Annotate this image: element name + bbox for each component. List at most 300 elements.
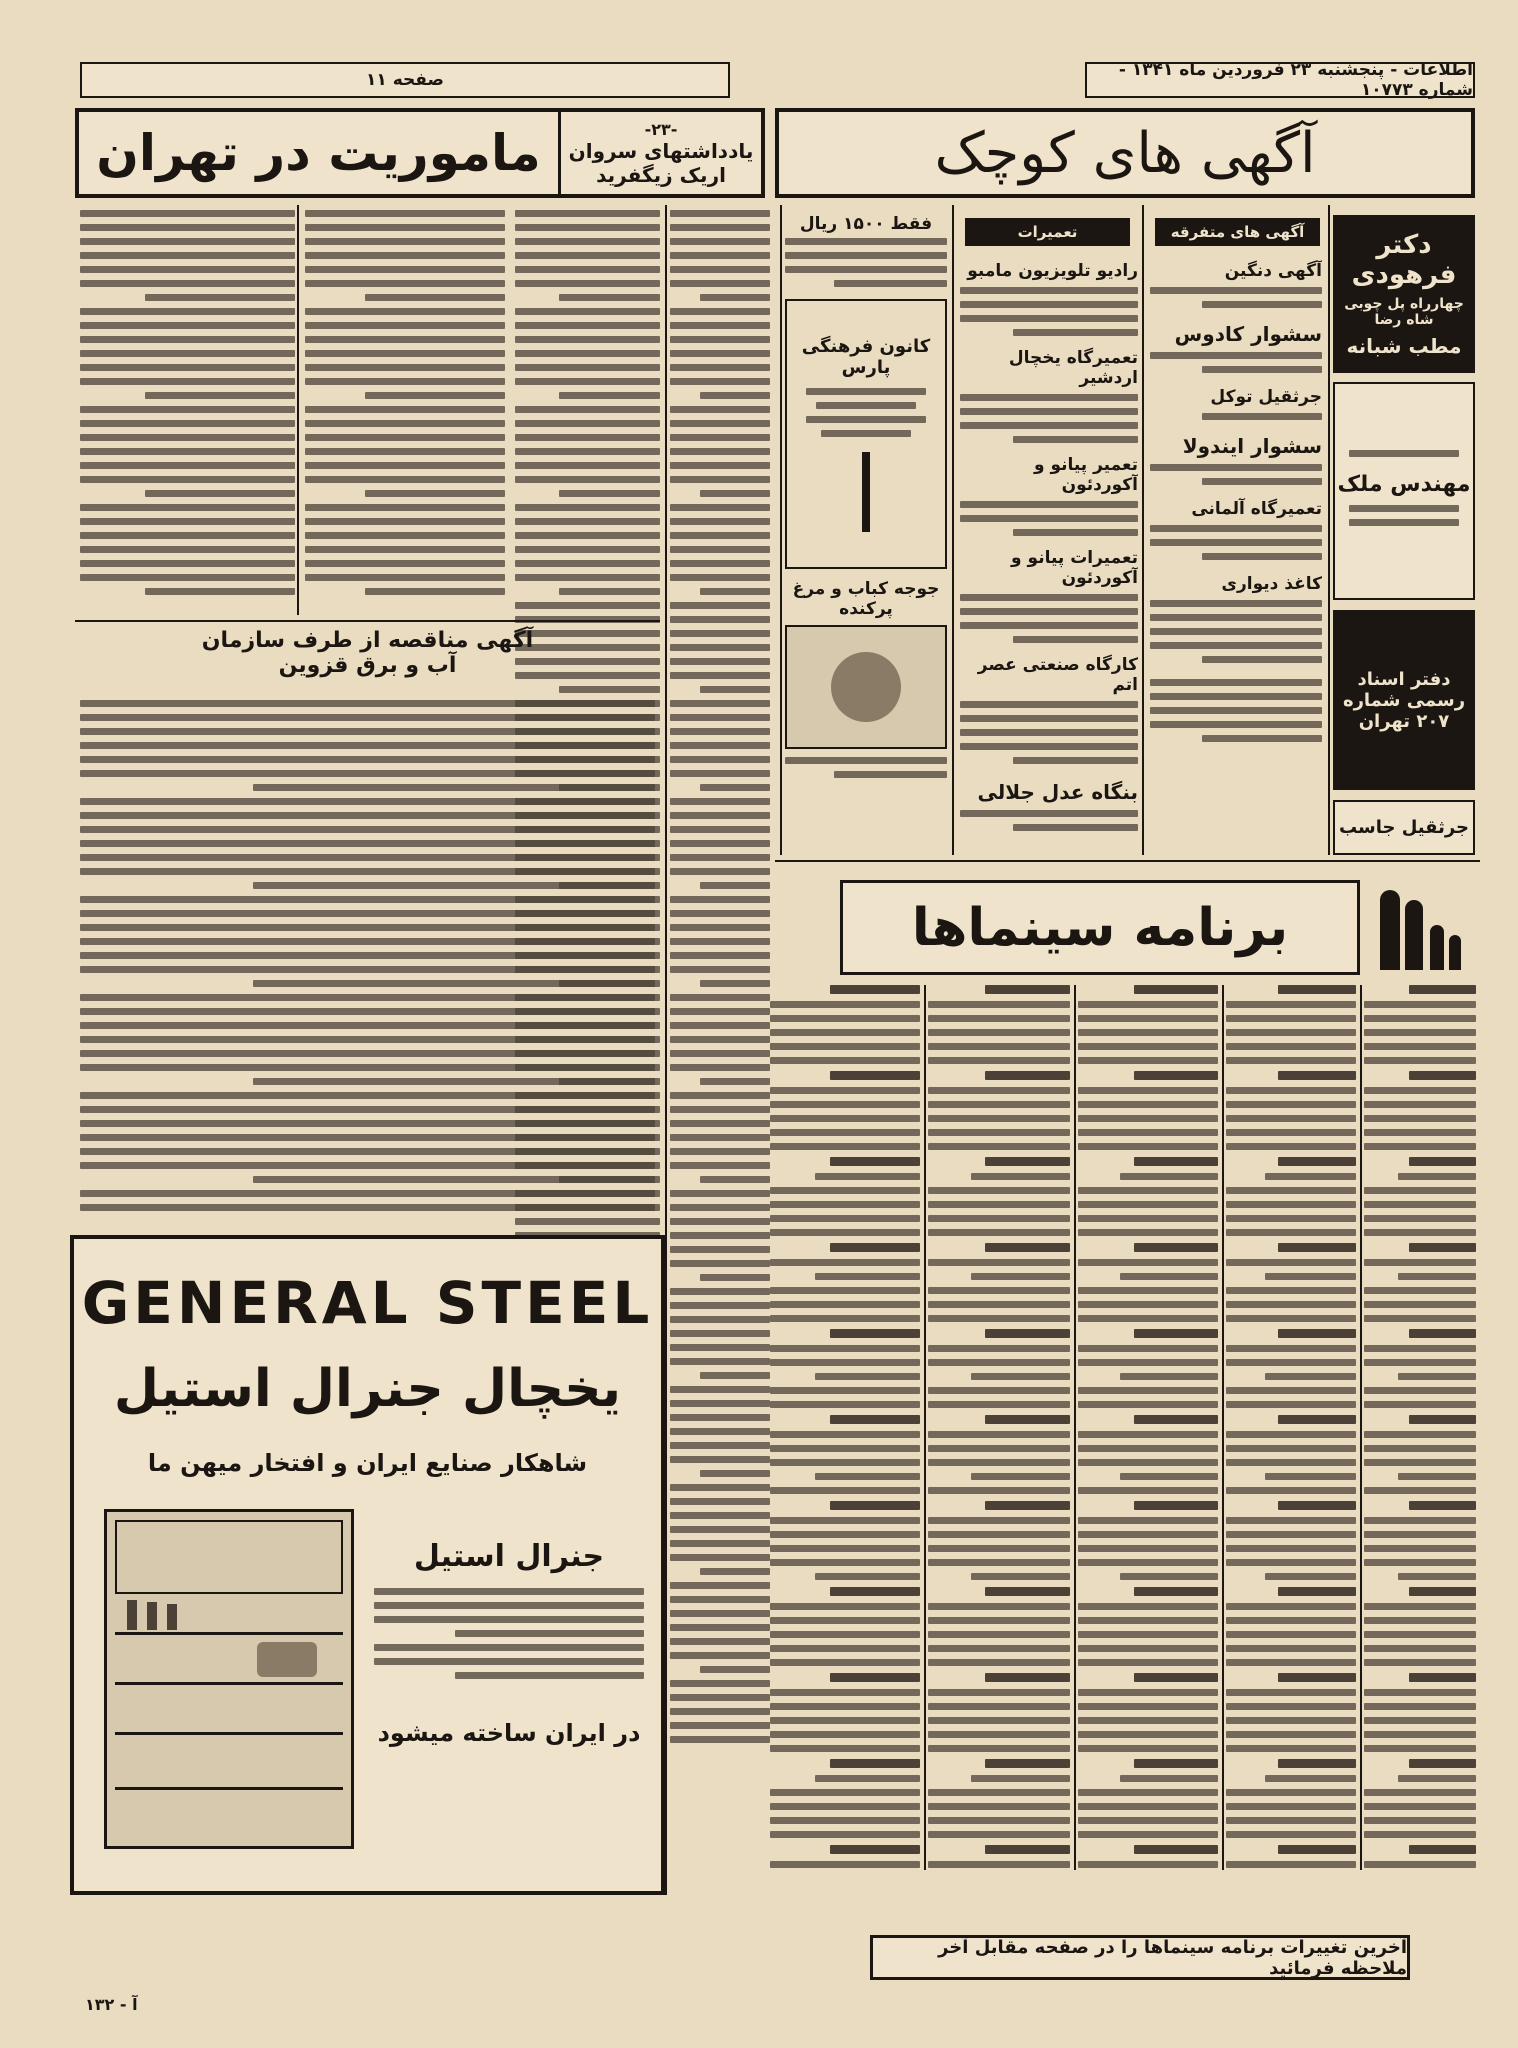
- text-line: [928, 1115, 1070, 1122]
- text-line: [1364, 1315, 1476, 1322]
- text-line: [145, 294, 296, 301]
- text-line: [1078, 1387, 1218, 1394]
- text-line: [670, 1540, 770, 1547]
- text-line: [928, 1345, 1070, 1352]
- text-line: [1398, 1373, 1476, 1380]
- text-line: [80, 924, 655, 931]
- text-line: [80, 1022, 655, 1029]
- section-rule: [75, 620, 660, 622]
- text-line: [670, 1722, 770, 1729]
- text-line: [770, 1817, 920, 1824]
- text-line: [305, 364, 505, 371]
- text-line: [1226, 1187, 1356, 1194]
- bottle-icon: [147, 1602, 157, 1630]
- text-line: [1364, 1645, 1476, 1652]
- text-line: [1398, 1273, 1476, 1280]
- text-line: [145, 490, 296, 497]
- ad-code: آ - ۱۳۲: [85, 1995, 138, 2014]
- issue-line: اطلاعات - پنجشنبه ۲۳ فروردین ماه ۱۳۴۱ - شماره ۱۰۷۷۳: [1118, 60, 1473, 100]
- text-line: [770, 1831, 920, 1838]
- text-line: [770, 1087, 920, 1094]
- parsian-title: کانون فرهنگی پارس: [801, 336, 931, 378]
- text-line: [1265, 1173, 1356, 1180]
- text-line: [305, 574, 505, 581]
- text-line: [1120, 1373, 1218, 1380]
- text-line: [1364, 1143, 1476, 1150]
- text-line: [928, 1445, 1070, 1452]
- text-line: [365, 294, 505, 301]
- column-rule: [924, 985, 926, 1870]
- text-line: [985, 1243, 1070, 1252]
- text-line: [670, 840, 770, 847]
- text-line: [1364, 1029, 1476, 1036]
- text-line: [1226, 1817, 1356, 1824]
- text-line: [815, 1573, 920, 1580]
- text-line: [928, 1143, 1070, 1150]
- text-line: [1226, 1631, 1356, 1638]
- text-line: [928, 1631, 1070, 1638]
- text-line: [80, 350, 295, 357]
- cinema-footer-note: [870, 1935, 1410, 1980]
- text-line: [670, 224, 770, 231]
- text-line: [1120, 1573, 1218, 1580]
- text-line: [670, 798, 770, 805]
- text-line: [253, 1176, 656, 1183]
- text-line: [305, 434, 505, 441]
- text-line: [1078, 1745, 1218, 1752]
- text-line: [1226, 1445, 1356, 1452]
- text-line: [770, 1445, 920, 1452]
- text-line: [1226, 1115, 1356, 1122]
- text-line: [365, 588, 505, 595]
- text-line: [80, 896, 655, 903]
- text-line: [770, 1603, 920, 1610]
- text-line: [1078, 1143, 1218, 1150]
- text-line: [305, 308, 505, 315]
- text-line: [1364, 1401, 1476, 1408]
- text-line: [670, 308, 770, 315]
- text-line: [305, 406, 505, 413]
- text-line: [1409, 1673, 1476, 1682]
- text-line: [815, 1473, 920, 1480]
- text-line: [80, 1120, 655, 1127]
- listing: سشوار ایندولا: [1182, 434, 1322, 458]
- text-line: [971, 1373, 1070, 1380]
- text-line: [1078, 1803, 1218, 1810]
- doctor-line-1: چهارراه پل چوبی شاه رضا: [1344, 296, 1464, 328]
- text-line: [770, 1745, 920, 1752]
- text-line: [1409, 1501, 1476, 1510]
- column-rule: [952, 205, 954, 855]
- text-line: [1078, 1487, 1218, 1494]
- text-line: [305, 336, 505, 343]
- text-line: [670, 1190, 770, 1197]
- text-line: [1398, 1473, 1476, 1480]
- doctor-line-2: مطب شبانه: [1346, 334, 1462, 358]
- text-line: [770, 1789, 920, 1796]
- text-line: [670, 1204, 770, 1211]
- text-line: [670, 1484, 770, 1491]
- listing: تعمیرات پیانو و آکوردئون: [1011, 548, 1138, 588]
- text-line: [305, 322, 505, 329]
- text-line: [80, 476, 295, 483]
- text-line: [1364, 1559, 1476, 1566]
- classifieds-banner-title: آگهی های کوچک: [934, 120, 1316, 186]
- text-line: [770, 1387, 920, 1394]
- text-line: [1078, 1101, 1218, 1108]
- text-line: [670, 602, 770, 609]
- text-line: [1226, 1387, 1356, 1394]
- text-line: [770, 1015, 920, 1022]
- text-line: [80, 1106, 655, 1113]
- text-line: [670, 714, 770, 721]
- child-face-icon: [831, 652, 901, 722]
- text-line: [670, 266, 770, 273]
- text-line: [1278, 985, 1356, 994]
- text-line: [1078, 1345, 1218, 1352]
- text-line: [928, 1057, 1070, 1064]
- text-line: [1265, 1573, 1356, 1580]
- text-line: [1364, 1345, 1476, 1352]
- text-line: [985, 1845, 1070, 1854]
- text-line: [670, 742, 770, 749]
- text-line: [670, 322, 770, 329]
- text-line: [830, 1759, 920, 1768]
- text-line: [515, 560, 660, 567]
- text-line: [515, 574, 660, 581]
- serial-title-box: [75, 108, 765, 198]
- text-line: [1120, 1173, 1218, 1180]
- text-line: [928, 1301, 1070, 1308]
- text-line: [670, 812, 770, 819]
- text-line: [1364, 1387, 1476, 1394]
- text-line: [1078, 1703, 1218, 1710]
- text-line: [928, 1559, 1070, 1566]
- text-line: [305, 448, 505, 455]
- text-line: [1226, 1431, 1356, 1438]
- text-line: [1226, 1717, 1356, 1724]
- text-line: [80, 714, 655, 721]
- text-line: [670, 770, 770, 777]
- text-line: [1364, 1545, 1476, 1552]
- text-line: [1226, 1401, 1356, 1408]
- text-line: [1226, 1545, 1356, 1552]
- text-line: [80, 1036, 655, 1043]
- text-line: [305, 476, 505, 483]
- text-line: [1134, 1243, 1218, 1252]
- text-line: [830, 1415, 920, 1424]
- text-line: [1078, 1617, 1218, 1624]
- text-line: [515, 434, 660, 441]
- text-line: [1078, 1215, 1218, 1222]
- text-line: [670, 1288, 770, 1295]
- column-rule: [1360, 985, 1362, 1870]
- text-line: [559, 490, 661, 497]
- text-line: [80, 322, 295, 329]
- text-line: [1278, 1415, 1356, 1424]
- text-line: [770, 1229, 920, 1236]
- text-line: [80, 770, 655, 777]
- text-line: [515, 210, 660, 217]
- text-line: [670, 1148, 770, 1155]
- text-line: [515, 224, 660, 231]
- text-line: [515, 602, 660, 609]
- text-line: [305, 504, 505, 511]
- text-line: [1265, 1775, 1356, 1782]
- text-line: [1078, 1029, 1218, 1036]
- text-line: [80, 560, 295, 567]
- text-line: [670, 756, 770, 763]
- text-line: [305, 280, 505, 287]
- text-line: [670, 644, 770, 651]
- text-line: [830, 1071, 920, 1080]
- text-line: [770, 1043, 920, 1050]
- text-line: [670, 1260, 770, 1267]
- text-line: [985, 1329, 1070, 1338]
- text-line: [1409, 1071, 1476, 1080]
- text-line: [1078, 1259, 1218, 1266]
- text-line: [305, 378, 505, 385]
- text-line: [1120, 1775, 1218, 1782]
- text-line: [1265, 1373, 1356, 1380]
- text-line: [1078, 1115, 1218, 1122]
- text-line: [670, 1008, 770, 1015]
- text-line: [670, 1638, 770, 1645]
- text-line: [770, 1731, 920, 1738]
- tender-title: آگهی مناقصه از طرف سازمان: [201, 628, 534, 653]
- text-line: [670, 1036, 770, 1043]
- text-line: [1364, 1287, 1476, 1294]
- tender-body: [80, 700, 655, 1220]
- text-line: [1226, 1603, 1356, 1610]
- text-line: [80, 364, 295, 371]
- text-line: [1364, 1703, 1476, 1710]
- text-line: [80, 1064, 655, 1071]
- text-line: [670, 1344, 770, 1351]
- text-line: [1226, 1229, 1356, 1236]
- text-line: [80, 406, 295, 413]
- classified-column-misc: [1150, 255, 1322, 855]
- text-line: [770, 1101, 920, 1108]
- column-rule: [297, 205, 299, 615]
- classified-column-repairs: [960, 255, 1138, 855]
- classifieds-banner: [775, 108, 1475, 198]
- text-line: [1226, 1531, 1356, 1538]
- bottle-icon: [167, 1604, 177, 1630]
- text-line: [670, 364, 770, 371]
- text-line: [515, 448, 660, 455]
- text-line: [80, 518, 295, 525]
- text-line: [770, 1803, 920, 1810]
- text-line: [515, 252, 660, 259]
- text-line: [1278, 1071, 1356, 1080]
- text-line: [928, 1101, 1070, 1108]
- text-line: [770, 1315, 920, 1322]
- text-line: [928, 1459, 1070, 1466]
- text-line: [305, 518, 505, 525]
- text-line: [770, 1459, 920, 1466]
- text-line: [1226, 1803, 1356, 1810]
- text-line: [80, 504, 295, 511]
- text-line: [670, 1442, 770, 1449]
- text-line: [670, 476, 770, 483]
- text-line: [928, 1831, 1070, 1838]
- text-line: [928, 1745, 1070, 1752]
- text-line: [1409, 1845, 1476, 1854]
- text-line: [1364, 1129, 1476, 1136]
- listing: تعمیرگاه یخچال اردشیر: [1008, 348, 1138, 388]
- text-line: [1364, 1861, 1476, 1868]
- text-line: [80, 434, 295, 441]
- serial-number: -۲۳-: [644, 119, 678, 139]
- column-rule: [1222, 985, 1224, 1870]
- text-line: [1078, 1717, 1218, 1724]
- text-line: [1364, 1001, 1476, 1008]
- text-line: [80, 266, 295, 273]
- tv-school-price: فقط ۱۵۰۰ ریال: [799, 214, 933, 234]
- section-misc: آگهی های متفرقه: [1155, 218, 1320, 246]
- text-line: [305, 462, 505, 469]
- text-line: [670, 448, 770, 455]
- text-line: [700, 686, 770, 693]
- text-line: [515, 546, 660, 553]
- text-line: [305, 210, 505, 217]
- text-line: [80, 462, 295, 469]
- text-line: [670, 966, 770, 973]
- text-line: [670, 1162, 770, 1169]
- text-line: [80, 826, 655, 833]
- text-line: [1226, 1087, 1356, 1094]
- text-line: [670, 1456, 770, 1463]
- text-line: [928, 1861, 1070, 1868]
- text-line: [1278, 1501, 1356, 1510]
- text-line: [1078, 1359, 1218, 1366]
- text-line: [670, 1120, 770, 1127]
- text-line: [1134, 1673, 1218, 1682]
- text-line: [305, 546, 505, 553]
- text-line: [670, 1708, 770, 1715]
- text-line: [1278, 1845, 1356, 1854]
- cinema-col-2: [928, 985, 1070, 1870]
- text-line: [559, 392, 661, 399]
- text-line: [928, 1029, 1070, 1036]
- cinema-col-5: [1364, 985, 1476, 1870]
- text-line: [515, 308, 660, 315]
- text-line: [305, 238, 505, 245]
- text-line: [928, 1015, 1070, 1022]
- text-line: [1226, 1731, 1356, 1738]
- listing: کارگاه صنعتی عصر اتم: [977, 655, 1138, 695]
- listing: تعمیرگاه آلمانی: [1191, 499, 1322, 519]
- truck-crane-ad: [1333, 800, 1475, 855]
- general-steel-subtitle: جنرال استیل: [413, 1539, 605, 1574]
- text-line: [670, 1302, 770, 1309]
- text-line: [928, 1603, 1070, 1610]
- text-line: [253, 882, 656, 889]
- text-line: [1134, 1759, 1218, 1768]
- issue-bar: [1085, 62, 1475, 98]
- text-line: [1364, 1817, 1476, 1824]
- text-line: [670, 1022, 770, 1029]
- text-line: [80, 742, 655, 749]
- text-line: [670, 826, 770, 833]
- text-line: [670, 700, 770, 707]
- listing: سشوار کادوس: [1174, 322, 1322, 346]
- text-line: [80, 1092, 655, 1099]
- text-line: [700, 294, 770, 301]
- text-line: [928, 1659, 1070, 1666]
- text-line: [80, 994, 655, 1001]
- text-line: [80, 546, 295, 553]
- text-line: [1134, 1587, 1218, 1596]
- fridge-shelf: [115, 1787, 343, 1790]
- text-line: [830, 1157, 920, 1166]
- column-rule: [1142, 205, 1144, 855]
- text-line: [1364, 1459, 1476, 1466]
- fridge-shelf: [115, 1632, 343, 1635]
- text-line: [80, 812, 655, 819]
- text-line: [670, 1358, 770, 1365]
- text-line: [928, 1545, 1070, 1552]
- text-line: [770, 1545, 920, 1552]
- engineer-name: مهندس ملک: [1337, 471, 1471, 497]
- text-line: [515, 322, 660, 329]
- text-line: [670, 546, 770, 553]
- text-line: [1226, 1201, 1356, 1208]
- text-line: [770, 1703, 920, 1710]
- text-line: [670, 1736, 770, 1743]
- text-line: [1078, 1201, 1218, 1208]
- text-line: [815, 1373, 920, 1380]
- general-steel-ad: [70, 1235, 665, 1895]
- text-line: [670, 1316, 770, 1323]
- text-line: [670, 658, 770, 665]
- text-line: [1226, 1359, 1356, 1366]
- text-line: [80, 420, 295, 427]
- text-line: [1364, 1659, 1476, 1666]
- page-number: صفحه ۱۱: [366, 70, 444, 90]
- text-line: [80, 1008, 655, 1015]
- spacer: [415, 210, 425, 220]
- text-line: [1226, 1559, 1356, 1566]
- text-line: [928, 1259, 1070, 1266]
- text-line: [670, 210, 770, 217]
- text-line: [700, 490, 770, 497]
- text-line: [253, 784, 656, 791]
- text-line: [830, 1329, 920, 1338]
- listing: آگهی دنگین: [1224, 261, 1322, 281]
- text-line: [305, 420, 505, 427]
- child-illustration: [785, 625, 947, 749]
- text-line: [700, 392, 770, 399]
- text-line: [1226, 1745, 1356, 1752]
- text-line: [770, 1301, 920, 1308]
- text-line: [670, 336, 770, 343]
- text-line: [670, 630, 770, 637]
- text-line: [670, 1106, 770, 1113]
- text-line: [1278, 1759, 1356, 1768]
- text-line: [80, 700, 655, 707]
- text-line: [80, 966, 655, 973]
- text-line: [1226, 1015, 1356, 1022]
- text-line: [928, 1359, 1070, 1366]
- text-line: [1364, 1531, 1476, 1538]
- text-line: [670, 1134, 770, 1141]
- text-line: [928, 1315, 1070, 1322]
- text-line: [1364, 1015, 1476, 1022]
- text-line: [1409, 1157, 1476, 1166]
- text-line: [928, 1215, 1070, 1222]
